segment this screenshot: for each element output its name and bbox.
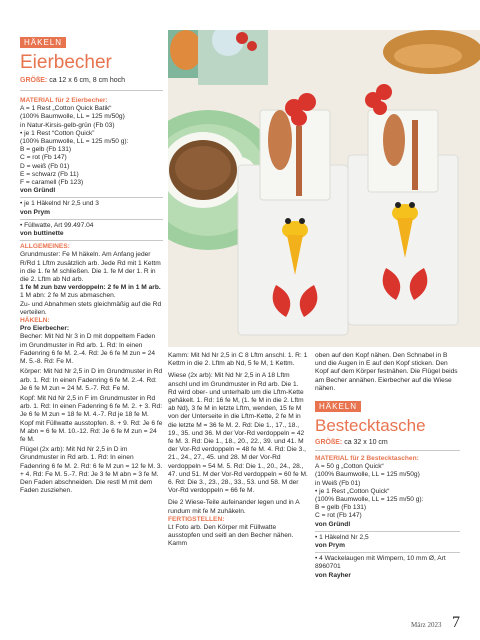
page-footer <box>360 614 460 632</box>
divider <box>315 450 460 451</box>
egg-cup-section <box>20 32 163 495</box>
issue-date: März 2023 <box>411 621 442 629</box>
size-line: GRÖßE: ca 12 x 6 cm, 8 cm hoch <box>20 77 126 84</box>
photo-illustration <box>168 30 480 347</box>
section-title: Eierbecher <box>20 52 112 73</box>
middle-column: Kamm: Mit Nd Nr 2,5 in C 8 Lftm anschl. 1. R: 1 Kettm in die 2. Lftm ab Nd, 5 fe M, 1 Kettm. Wiese (2x arb): Mit Nd Nr 2,5 in A 18 Lftm anschl und im Grundmuster in Rd arb. Die 1. Rd wird ober- und unterhalb um die Lftm-Kette gehäkelt. 1. Rd: 16 fe M, (1. fe M in die 2. Lftm ab Nd), 3 fe M in letzte Lftm, wenden, 15 fe M von der Unterseite in die Lftm-Kette, 2 fe M in die letzte M = 36 fe M. 2. Rd: Die 1., 17., 18., 19., 35. und 36. M der Vor-Rd verdoppeln = 42 fe M. 3. Rd: Die 1., 18., 20., 22., 39. und 41. M der Vor-Rd verdoppeln = 48 fe M. 4. Rd: Die 3., 21., 24., 27., 45. und 28. M der Vor-Rd verdoppeln = 54 M. 5. Rd: Die 1., 20., 24., 28., 47. und 51. M der Vor-Rd verdoppeln = 60 fe M. 6. Rd: Die 3., 23., 28., 33., 53. und 58. M der Vor-Rd verdoppeln = 66 fe M. Die 2 Wiese-Teile aufeinander legen und in A rundum mit fe M zuhäkeln. FERTIGSTELLEN: Lt Foto arb. Den Körper mit Füllwatte ausstopfen und seitl an den Becher nähen. Kamm <box>168 352 308 548</box>
section-title: Bestecktasche <box>315 416 426 436</box>
page-number: 7 <box>452 614 460 631</box>
cutlery-section: oben auf den Kopf nähen. Den Schnabel in B und die Augen in E auf den Kopf sticken. Den Kopf auf dem Körper festnähen. Die Flügel beids am Becher annähen. Eierbecher auf die Wiese nähen. HÄKELN Bestecktasche GRÖßE: ca 32 x 10 cm MATERIAL für 2 Bestecktaschen: A = 50 g „Cotton Quick“ (100% Baumwolle, LL = 125 m/50g) in Weiß (Fb 01) • je 1 Rest „Cotton Quick“ (100% Baumwolle, LL = 125 m/50 g): B = gelb (Fb 131) C = rot (Fb 147) von Gründl • 1 Häkelnd Nr 2,5 von Prym • 4 Wackelaugen mit Wimpern, 10 mm Ø, Art 8960701 von Rayher <box>315 352 460 580</box>
material-list: MATERIAL für 2 Eierbecher: A = 1 Rest „Cotton Quick Batik“ (100% Baumwolle, LL = 125 m/50g) in Natur-Kirsis-gelb-grün (Fb 03) • je 1 Rest “Cotton Quick” (100% Baumwolle, LL = 125 m/50 g): B = gelb (Fb 131) C = rot (Fb 147) D = weiß (Fb 01) E = schwarz (Fb 11) F = caramell (Fb 123) von Gründl • je 1 Häkelnd Nr 2,5 und 3 von Prym • Füllwatte, Art 99.497.04 von buttinette <box>20 97 163 241</box>
size-line: GRÖßE: ca 32 x 10 cm <box>315 439 388 447</box>
material-list: MATERIAL für 2 Bestecktaschen: A = 50 g „Cotton Quick“ (100% Baumwolle, LL = 125 m/50g) in Weiß (Fb 01) • je 1 Rest „Cotton Quick“ (100% Baumwolle, LL = 125 m/50 g): B = gelb (Fb 131) C = rot (Fb 147) von Gründl • 1 Häkelnd Nr 2,5 von Prym • 4 Wackelaugen mit Wimpern, 10 mm Ø, Art 8960701 von Rayher <box>315 455 460 580</box>
general-section: ALLGEMEINES: Grundmuster: Fe M häkeln. Am Anfang jeder R/Rd 1 Lftm zusätzlich arb. Jede Rd mit 1 Kettm in die 1. fe M schließen. Die 1. fe M der 1. R in die 2. Lftm ab Nd arb. 1 fe M zun bzw verdoppeln: 2 fe M in 1 M arb. 1 M abn: 2 fe M zus abmaschen. Zu- und Abnahmen stets gleichmäßig auf die Rd verteilen. <box>20 243 162 316</box>
section-tag: HÄKELN <box>20 37 66 48</box>
product-photo <box>168 30 480 347</box>
section-tag: HÄKELN <box>315 401 361 412</box>
crochet-section: HÄKELN: Pro Eierbecher: Becher: Mit Nd Nr 3 in D mit doppeltem Faden im Grundmuster in Rd arb. 1. Rd: In einen Fadenring 6 fe M. 2.-4. Rd: Je 6 fe M zun = 24 M. 5.-8. Rd: Fe M. Körper: Mit Nd Nr 2,5 in D im Grundmuster in Rd arb. 1. Rd: In einen Fadenring 6 fe M. 2.-4. Rd: Je 6 fe M zun = 24 M. 5.-7. Rd: Fe M. Kopf: Mit Nd Nr 2,5 in F im Grundmuster in Rd arb. 1. Rd: In einen Fadenring 6 fe M. 2. + 3. Rd: Je 6 fe M zun = 18 fe M. 4.-7. Rd je 18 fe M. Kopf mit Füllwatte ausstopfen. 8. + 9. Rd: Je 6 fe M abn = 6 fe M. 10.-12. Rd: Je 6 fe M zun = 24 fe M. Flügel (2x arb): Mit Nd Nr 2,5 in D im Grundmuster in Rd arb. 1. Rd: In einen Fadenring 6 fe M. 2. Rd: 6 fe M zun = 12 fe M. 3. + 4. Rd: Fe M. 5.-7. Rd: Je 3 fe M abn = 3 fe M. Den Faden abschneiden. Die restl M mit dem Faden zusziehen. <box>20 317 163 495</box>
divider <box>20 90 163 91</box>
